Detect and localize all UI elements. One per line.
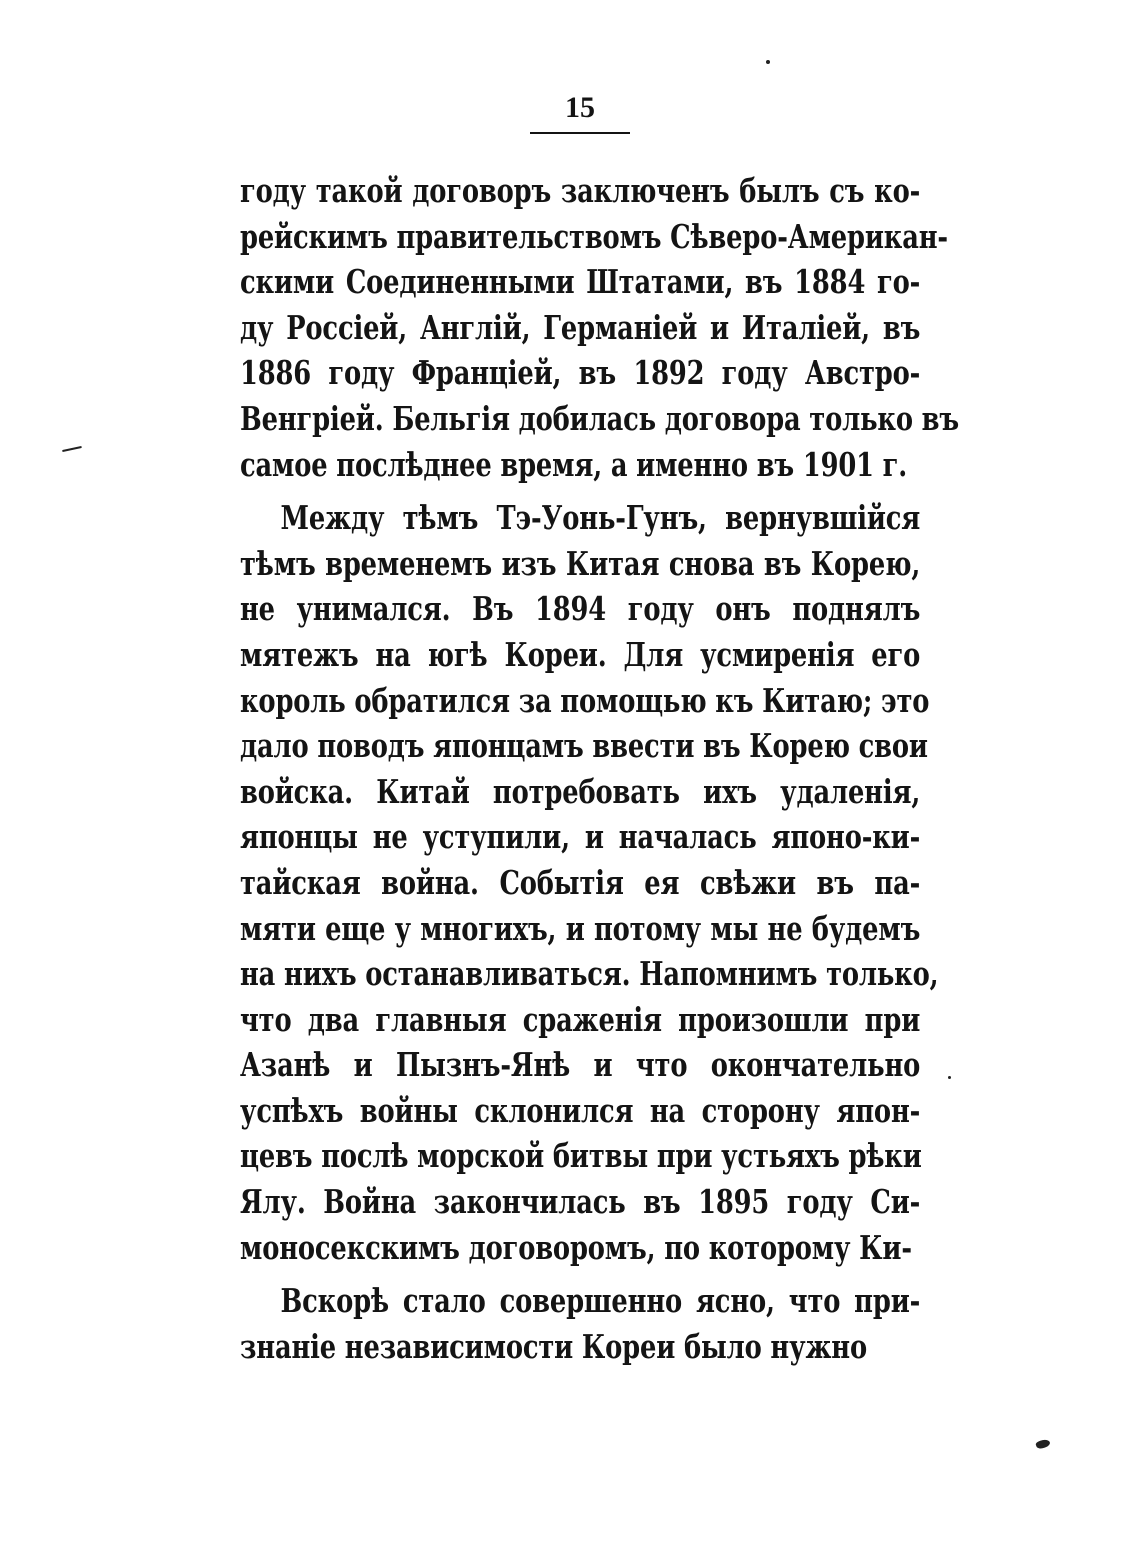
text-line: Азанѣ и Пызнъ-Янѣ и что окончательно	[240, 1045, 921, 1085]
text-line: мяти еще у многихъ, и потому мы не будемъ	[240, 908, 921, 948]
scan-speck	[948, 1076, 951, 1079]
text-line: войска. Китай потребовать ихъ удаленія,	[240, 771, 921, 811]
text-line: моносекскимъ договоромъ, по которому Ки-	[240, 1227, 912, 1267]
scan-speck	[62, 446, 82, 452]
text-line: рейскимъ правительствомъ Сѣверо-Американ-	[240, 216, 948, 256]
scan-speck	[766, 60, 770, 64]
text-line: успѣхъ войны склонился на сторону япон-	[240, 1090, 921, 1130]
text-line: дало поводъ японцамъ ввести въ Корею свои	[240, 726, 928, 766]
text-line: Вскорѣ стало совершенно ясно, что при-	[280, 1281, 921, 1321]
text-line: мятежъ на югѣ Кореи. Для усмиренія его	[240, 634, 921, 674]
text-line: 1886 году Франціей, въ 1892 году Австро-	[240, 353, 921, 393]
scan-speck	[1035, 1438, 1051, 1450]
page-number: 15	[530, 88, 630, 134]
body-text	[240, 168, 959, 1369]
text-line: скими Соединенными Штатами, въ 1884 го-	[240, 262, 921, 302]
text-line: на нихъ останавливаться. Напомнимъ только,	[240, 954, 939, 994]
text-line: тайская война. Событія ея свѣжи въ па-	[240, 862, 921, 902]
text-line: японцы не уступили, и началась японо-ки-	[240, 817, 921, 857]
text-line: что два главныя сраженія произошли при	[240, 999, 921, 1039]
text-line: тѣмъ временемъ изъ Китая снова въ Корею,	[240, 543, 921, 583]
paragraph-2	[240, 495, 939, 1270]
text-line: году такой договоръ заключенъ былъ съ ко-	[240, 171, 921, 210]
paragraph-3	[240, 1278, 920, 1369]
paragraph-gap	[240, 1270, 920, 1278]
text-line: Ялу. Война закончилась въ 1895 году Си-	[240, 1182, 921, 1222]
text-line: ду Россіей, Англій, Германіей и Италіей, въ	[240, 307, 921, 347]
text-line: не унимался. Въ 1894 году онъ поднялъ	[240, 589, 921, 629]
paragraph-gap	[240, 487, 920, 495]
text-line: знаніе независимости Кореи было нужно	[240, 1326, 867, 1366]
text-line: король обратился за помощью къ Китаю; это	[240, 680, 930, 720]
text-line: Между тѣмъ Тэ-Уонь-Гунъ, вернувшійся	[280, 498, 921, 538]
text-line: цевъ послѣ морской битвы при устьяхъ рѣки	[240, 1136, 922, 1176]
text-line: самое послѣднее время, а именно въ 1901 г.	[240, 444, 908, 484]
text-line: Венгріей. Бельгія добилась договора только въ	[240, 398, 959, 438]
paragraph-1	[240, 168, 959, 487]
